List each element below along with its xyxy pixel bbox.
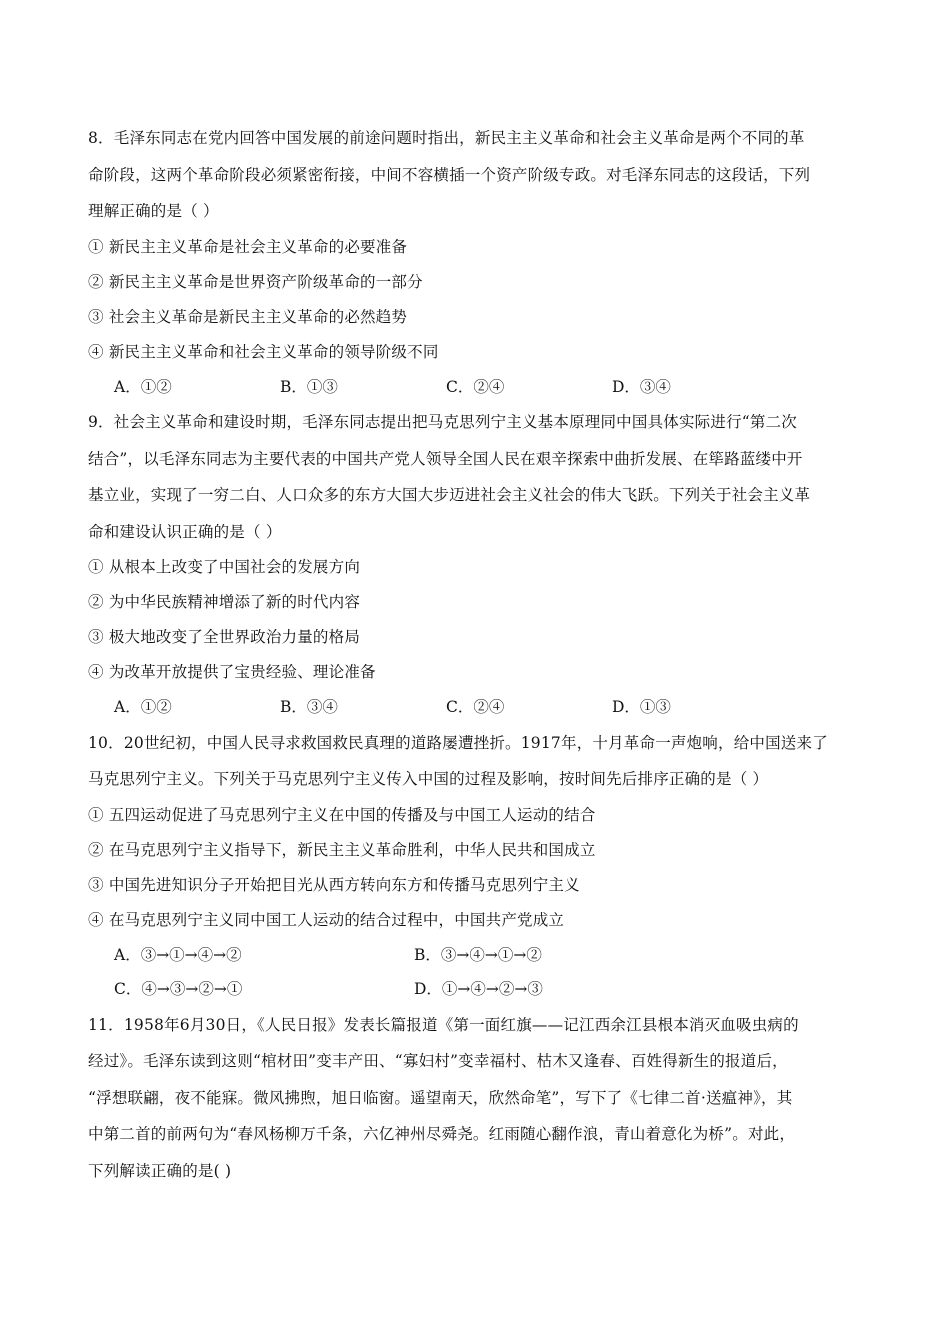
question-11	[88, 1007, 868, 1190]
choice-d[interactable]: D．①→④→②→③	[414, 980, 543, 998]
statement-4: ④ 新民主主义革命和社会主义革命的领导阶级不同	[88, 342, 439, 361]
choice-b[interactable]: B．③→④→①→②	[414, 945, 542, 964]
question-stem-line: 10．20世纪初，中国人民寻求救国救民真理的道路屡遭挫折。1917年，十月革命一声炮响，给中国送来了	[88, 733, 828, 752]
choice-c[interactable]: C．②④	[446, 377, 505, 396]
choice-b[interactable]: B．③④	[280, 698, 338, 716]
statement-3: ③ 社会主义革命是新民主主义革命的必然趋势	[88, 307, 408, 326]
choice-a[interactable]: A．①②	[114, 377, 172, 396]
question-stem-line: 命和建设认识正确的是（ ）	[88, 522, 282, 541]
question-stem-line: 命阶段，这两个革命阶段必须紧密衔接，中间不容横插一个资产阶级专政。对毛泽东同志的这段话，下列	[88, 165, 811, 184]
answer-choices	[88, 370, 868, 405]
statement-2: ② 新民主主义革命是世界资产阶级革命的一部分	[88, 272, 423, 291]
question-stem-line: 11．1958年6月30日，《人民日报》发表长篇报道《第一面红旗——记江西余江县根本消灭血吸虫病的	[88, 1015, 799, 1034]
choice-a[interactable]: A．①②	[114, 698, 172, 716]
question-9	[88, 404, 868, 725]
statement-1: ① 五四运动促进了马克思列宁主义在中国的传播及与中国工人运动的结合	[88, 805, 596, 824]
statement-3: ③ 极大地改变了全世界政治力量的格局	[88, 628, 361, 646]
question-stem-line: “浮想联翩，夜不能寐。微风拂煦，旭日临窗。遥望南天，欣然命笔”，写下了《七律二首·送瘟神》，其	[88, 1088, 793, 1107]
answer-choices	[88, 690, 868, 725]
choice-b[interactable]: B．①③	[280, 377, 338, 396]
exam-page	[88, 120, 868, 1189]
question-stem-line: 中第二首的前两句为“春风杨柳万千条，六亿神州尽舜尧。红雨随心翻作浪，青山着意化为桥”。对此，	[88, 1125, 796, 1143]
question-stem-line: 结合”，以毛泽东同志为主要代表的中国共产党人领导全国人民在艰辛探索中曲折发展、在筚路蓝缕中开	[88, 449, 803, 468]
question-stem-line: 9．社会主义革命和建设时期，毛泽东同志提出把马克思列宁主义基本原理同中国具体实际进行“第二次	[88, 413, 797, 431]
question-10	[88, 725, 868, 1007]
question-stem-line: 理解正确的是（ ）	[88, 202, 219, 220]
question-stem-line: 基立业，实现了一穷二白、人口众多的东方大国大步迈进社会主义社会的伟大飞跃。下列关于社会主义革	[88, 486, 811, 504]
choice-c[interactable]: C．④→③→②→①	[114, 980, 243, 998]
choice-d[interactable]: D．①③	[612, 698, 671, 716]
choice-d[interactable]: D．③④	[612, 377, 671, 396]
question-stem-line: 马克思列宁主义。下列关于马克思列宁主义传入中国的过程及影响，按时间先后排序正确的是（ ）	[88, 770, 769, 788]
choice-a[interactable]: A．③→①→④→②	[114, 945, 242, 964]
statement-2: ② 为中华民族精神增添了新的时代内容	[88, 593, 361, 611]
question-stem-line: 8．毛泽东同志在党内回答中国发展的前途问题时指出，新民主主义革命和社会主义革命是两个不同的革	[88, 129, 805, 147]
statement-3: ③ 中国先进知识分子开始把目光从西方转向东方和传播马克思列宁主义	[88, 875, 580, 894]
question-8	[88, 120, 868, 404]
question-stem-line: 下列解读正确的是( )	[88, 1161, 232, 1180]
statement-2: ② 在马克思列宁主义指导下，新民主主义革命胜利，中华人民共和国成立	[88, 840, 596, 859]
question-stem-line: 经过》。毛泽东读到这则“棺材田”变丰产田、“寡妇村”变幸福村、枯木又逢春、百姓得新生的报道后，	[88, 1052, 788, 1070]
statement-4: ④ 为改革开放提供了宝贵经验、理论准备	[88, 663, 376, 681]
statement-4: ④ 在马克思列宁主义同中国工人运动的结合过程中，中国共产党成立	[88, 910, 565, 929]
statement-1: ① 新民主主义革命是社会主义革命的必要准备	[88, 237, 408, 256]
statement-1: ① 从根本上改变了中国社会的发展方向	[88, 558, 361, 576]
answer-choices	[88, 938, 868, 1007]
choice-c[interactable]: C．②④	[446, 698, 505, 716]
